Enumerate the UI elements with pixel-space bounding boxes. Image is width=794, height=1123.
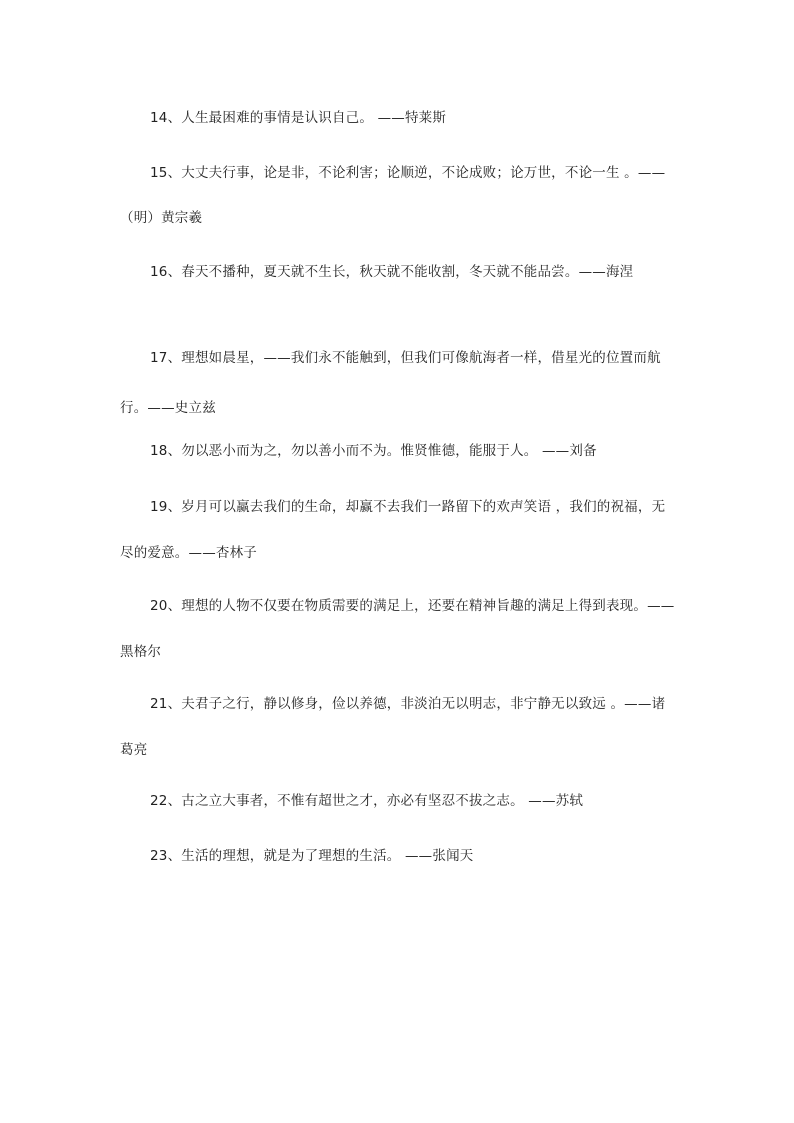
quote-19: 19、岁月可以赢去我们的生命，却赢不去我们一路留下的欢声笑语 ，我们的祝福，无尽的爱意。——杏林子 xyxy=(120,499,666,561)
quote-22: 22、古之立大事者，不惟有超世之才，亦必有坚忍不拔之志。 ——苏轼 xyxy=(150,793,584,809)
quote-23: 23、生活的理想，就是为了理想的生活。 ——张闻天 xyxy=(150,848,474,864)
quote-18: 18、勿以恶小而为之，勿以善小而不为。惟贤惟德，能服于人。 ——刘备 xyxy=(150,443,597,459)
quote-14: 14、人生最困难的事情是认识自己。 ——特莱斯 xyxy=(150,110,447,126)
quote-16: 16、春天不播种，夏天就不生长，秋天就不能收割，冬天就不能品尝。——海涅 xyxy=(150,264,634,280)
quote-17: 17、理想如晨星，——我们永不能触到，但我们可像航海者一样，借星光的位置而航行。——史立兹 xyxy=(120,350,661,416)
quote-20: 20、理想的人物不仅要在物质需要的满足上，还要在精神旨趣的满足上得到表现。——黑格尔 xyxy=(120,598,675,660)
quote-15: 15、大丈夫行事，论是非，不论利害；论顺逆，不论成败；论万世，不论一生 。——（明）黄宗羲 xyxy=(120,165,666,226)
quote-21: 21、夫君子之行，静以修身，俭以养德，非淡泊无以明志，非宁静无以致远 。——诸葛亮 xyxy=(120,696,666,758)
